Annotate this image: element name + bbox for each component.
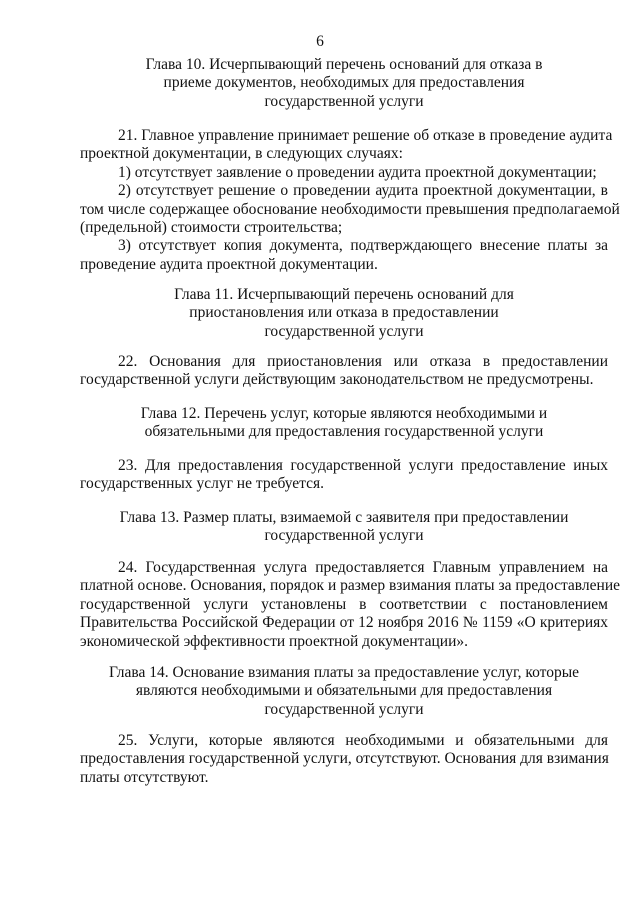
chapter-14-heading (80, 664, 608, 719)
paragraph-line: государственных услуг не требуется. (80, 475, 325, 493)
paragraph-line: (предельной) стоимости строительства; (80, 219, 343, 237)
paragraph-line: Правительства Российской Федерации от 12 ноября 2016 № 1159 «О критериях (80, 614, 608, 632)
paragraph-21 (80, 127, 620, 274)
chapter-10-heading (80, 56, 608, 111)
heading-line: государственной услуги (264, 700, 424, 718)
heading-line: приеме документов, необходимых для предоставления (163, 74, 525, 92)
heading-line: Глава 11. Исчерпывающий перечень оснований для (174, 286, 514, 303)
heading-line: Глава 10. Исчерпывающий перечень оснований для отказа в (145, 56, 543, 73)
chapter-12-heading (80, 405, 608, 442)
chapter-11-heading (80, 286, 608, 341)
paragraph-22 (80, 353, 608, 390)
chapter-13-heading (80, 509, 608, 546)
paragraph-23 (80, 457, 608, 494)
paragraph-line: государственной услуги действующим законодательством не предусмотрены. (80, 371, 594, 389)
heading-line: Глава 13. Размер платы, взимаемой с заявителя при предоставлении (119, 509, 569, 526)
heading-line: являются необходимыми и обязательными для предоставления (135, 682, 553, 700)
paragraph-line: платной основе. Основания, порядок и размер взимания платы за предоставление (80, 577, 621, 595)
heading-line: обязательными для предоставления государственной услуги (144, 423, 544, 441)
paragraph-line: 23. Для предоставления государственной услуги предоставление иных (118, 457, 608, 474)
heading-line: государственной услуги (264, 322, 424, 340)
page-number: 6 (316, 33, 324, 50)
heading-line: государственной услуги (264, 92, 424, 110)
paragraph-line: проведение аудита проектной документации. (80, 255, 378, 273)
paragraph-line: предоставления государственной услуги, отсутствуют. Основания для взимания (80, 750, 609, 768)
paragraph-line: платы отсутствуют. (80, 768, 209, 786)
paragraph-line: 22. Основания для приостановления или отказа в предоставлении (118, 353, 608, 370)
paragraph-line: 21. Главное управление принимает решение об отказе в проведение аудита (118, 127, 613, 144)
paragraph-24 (80, 559, 621, 651)
heading-line: приостановления или отказа в предоставлении (189, 304, 499, 322)
paragraph-line: проектной документации, в следующих случаях: (80, 145, 403, 163)
paragraph-line: 25. Услуги, которые являются необходимыми и обязательными для (118, 732, 608, 749)
list-item-1: 1) отсутствует заявление о проведении аудита проектной документации; (118, 163, 597, 181)
list-item-3: 3) отсутствует копия документа, подтверждающего внесение платы за (118, 237, 608, 255)
heading-line: Глава 12. Перечень услуг, которые являются необходимыми и (140, 405, 548, 422)
paragraph-line: 24. Государственная услуга предоставляется Главным управлением на (118, 559, 608, 576)
paragraph-line: том числе содержащее обоснование необходимости превышения предполагаемой (80, 200, 620, 218)
list-item-2: 2) отсутствует решение о проведении аудита проектной документации, в (118, 182, 608, 200)
heading-line: Глава 14. Основание взимания платы за предоставление услуг, которые (108, 664, 579, 681)
paragraph-line: экономической эффективности проектной документации». (80, 632, 469, 650)
paragraph-25 (80, 732, 608, 787)
heading-line: государственной услуги (264, 527, 424, 545)
paragraph-line: государственной услуги установлены в соответствии с постановлением (80, 595, 608, 613)
